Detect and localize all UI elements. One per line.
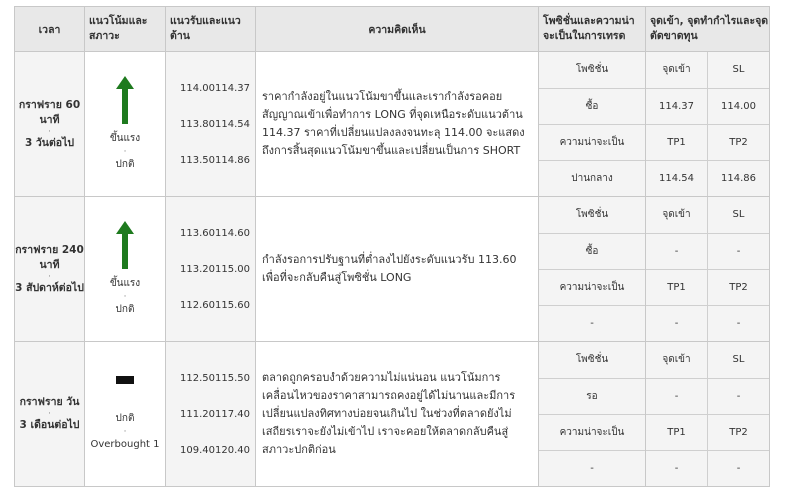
entry-cell-right: 114.00 (708, 88, 770, 124)
trend-state: ปกติ (115, 159, 135, 170)
support-value: 114.00 (180, 82, 215, 94)
entry-cell-right: SL (708, 197, 770, 233)
support-value: 113.50 (180, 154, 215, 166)
trading-signal-table (14, 6, 770, 487)
entry-cell-right: TP2 (708, 414, 770, 450)
position-cell: ซื้อ (539, 88, 645, 124)
resistance-value: 120.40 (215, 444, 250, 456)
position-cell: ความน่าจะเป็น (539, 414, 645, 450)
level-pair (180, 106, 249, 142)
resistance-value: 115.60 (215, 299, 250, 311)
support-value: 113.20 (180, 263, 215, 275)
timeframe-label: กราฟราย 240 นาที (15, 243, 84, 271)
levels-cell (166, 52, 256, 197)
entry-cell-left: - (646, 378, 708, 414)
level-pair (180, 396, 249, 432)
support-value: 111.20 (180, 408, 215, 420)
entry-cell-right: TP2 (708, 124, 770, 160)
entry-cell-left: จุดเข้า (646, 197, 708, 233)
support-value: 112.60 (180, 299, 215, 311)
header-levels: แนวรับและแนวต้าน (166, 7, 256, 52)
position-cell: ซื้อ (539, 233, 645, 269)
entry-cell-left: 114.54 (659, 172, 694, 184)
resistance-value: 117.40 (215, 408, 250, 420)
position-cell-group (539, 197, 646, 342)
entry-cell-left: - (674, 462, 679, 474)
trend-state: Overbought 1 (90, 439, 160, 450)
position-cell: รอ (539, 378, 645, 414)
entry-cell-left: - (646, 233, 708, 269)
timeframe-separator: · (48, 126, 51, 137)
comment-cell: ราคากำลังอยู่ในแนวโน้มขาขึ้นและเรากำลังรอคอยสัญญาณเข้าเพื่อทำการ LONG ที่จุดเหนือระดับแนวต้าน 114.37 ราคาที่เปลี่ยนแปลงลงจนทะลุ 114.00 จะแสดงถึงการสิ้นสุดแนวโน้มขาขึ้นและเปลี่ยนเป็นการ SHORT (256, 52, 539, 197)
timeframe-horizon: 3 เดือนต่อไป (19, 419, 80, 431)
entry-cell-right: - (708, 450, 770, 486)
position-cell-group (539, 342, 646, 487)
trend-strength: ปกติ (115, 413, 135, 424)
level-pair (180, 142, 249, 178)
timeframe-cell (15, 342, 85, 487)
resistance-value: 114.37 (215, 82, 250, 94)
trend-cell (85, 342, 166, 487)
position-cell-group (539, 52, 646, 197)
timeframe-horizon: 3 สัปดาห์ต่อไป (15, 281, 84, 294)
timeframe-label: กราฟราย วัน (19, 396, 80, 408)
level-pair (180, 432, 249, 468)
support-value: 113.80 (180, 118, 215, 130)
support-value: 112.50 (180, 372, 215, 384)
table-row (15, 342, 770, 487)
timeframe-cell (15, 52, 85, 197)
entry-cell-left: - (674, 317, 679, 329)
levels-cell (166, 342, 256, 487)
position-cell: - (539, 450, 645, 486)
arrow-up-icon (85, 76, 165, 124)
table-row (15, 197, 770, 342)
timeframe-separator: · (48, 409, 51, 419)
position-cell: โพซิชั่น (539, 197, 645, 233)
header-comment: ความคิดเห็น (256, 7, 539, 52)
position-cell: - (539, 305, 645, 341)
timeframe-label: กราฟราย 60 นาที (18, 98, 81, 126)
entry-cell-right: SL (708, 342, 770, 378)
resistance-value: 114.60 (215, 227, 250, 239)
trend-strength: ขึ้นแรง (109, 278, 141, 289)
comment-cell: ตลาดถูกครอบงำด้วยความไม่แน่นอน แนวโน้มการเคลื่อนไหวของราคาสามารถคงอยู่ได้ไม่นานและมีการเปลี่ยนแปลงทิศทางบ่อยจนเกินไป ในช่วงที่ตลาดยังไม่เสถียรเราจะยังไม่เข้าไป เราจะคอยให้ตลาดกลับคืนสู่สภาวะปกติก่อน (256, 342, 539, 487)
position-cell: ความน่าจะเป็น (539, 269, 645, 305)
trend-strength: ขึ้นแรง (109, 133, 141, 144)
timeframe-horizon: 3 วันต่อไป (24, 136, 75, 149)
resistance-value: 114.86 (215, 154, 250, 166)
dash-icon (85, 376, 165, 384)
entry-cell-group (646, 197, 770, 342)
timeframe-separator: · (48, 271, 51, 282)
entry-cell-left: TP1 (646, 124, 708, 160)
level-pair (180, 215, 249, 251)
trend-state: ปกติ (115, 304, 135, 315)
entry-cell-left: TP1 (646, 414, 708, 450)
trend-cell (85, 52, 166, 197)
comment-cell: กำลังรอการปรับฐานที่ต่ำลงไปยังระดับแนวรับ 113.60 เพื่อที่จะกลับคืนสู่โพซิชั่น LONG (256, 197, 539, 342)
entry-cell-right: - (708, 378, 770, 414)
trend-separator: · (123, 147, 127, 157)
position-cell: โพซิชั่น (539, 342, 645, 378)
table-row (15, 52, 770, 197)
timeframe-cell (15, 197, 85, 342)
levels-cell (166, 197, 256, 342)
entry-cell-left: TP1 (646, 269, 708, 305)
trend-separator: · (123, 427, 127, 437)
support-value: 109.40 (180, 444, 215, 456)
resistance-value: 115.00 (215, 263, 250, 275)
position-cell: โพซิชั่น (539, 52, 645, 88)
position-cell: ความน่าจะเป็น (539, 124, 645, 160)
trend-separator: · (123, 292, 127, 302)
entry-cell-left: จุดเข้า (646, 342, 708, 378)
table-header-row (15, 7, 770, 52)
header-trend: แนวโน้มและสภาวะ (85, 7, 166, 52)
entry-cell-left: จุดเข้า (646, 52, 708, 88)
entry-cell-right: TP2 (708, 269, 770, 305)
resistance-value: 115.50 (215, 372, 250, 384)
entry-cell-left: 114.37 (646, 88, 708, 124)
entry-cell-group (646, 342, 770, 487)
level-pair (180, 70, 249, 106)
header-position: โพซิชั่นและความน่าจะเป็นในการเทรด (539, 7, 646, 52)
entry-cell-right: 114.86 (708, 160, 770, 196)
header-time: เวลา (15, 7, 85, 52)
support-value: 113.60 (180, 227, 215, 239)
entry-cell-right: - (708, 233, 770, 269)
entry-cell-right: - (708, 305, 770, 341)
entry-cell-right: SL (708, 52, 770, 88)
arrow-up-icon (85, 221, 165, 269)
level-pair (180, 287, 249, 323)
position-cell: ปานกลาง (539, 160, 645, 196)
resistance-value: 114.54 (215, 118, 250, 130)
level-pair (180, 360, 249, 396)
entry-cell-group (646, 52, 770, 197)
trend-cell (85, 197, 166, 342)
header-entry: จุดเข้า, จุดทำกำไรและจุดตัดขาดทุน (646, 7, 770, 52)
level-pair (180, 251, 249, 287)
